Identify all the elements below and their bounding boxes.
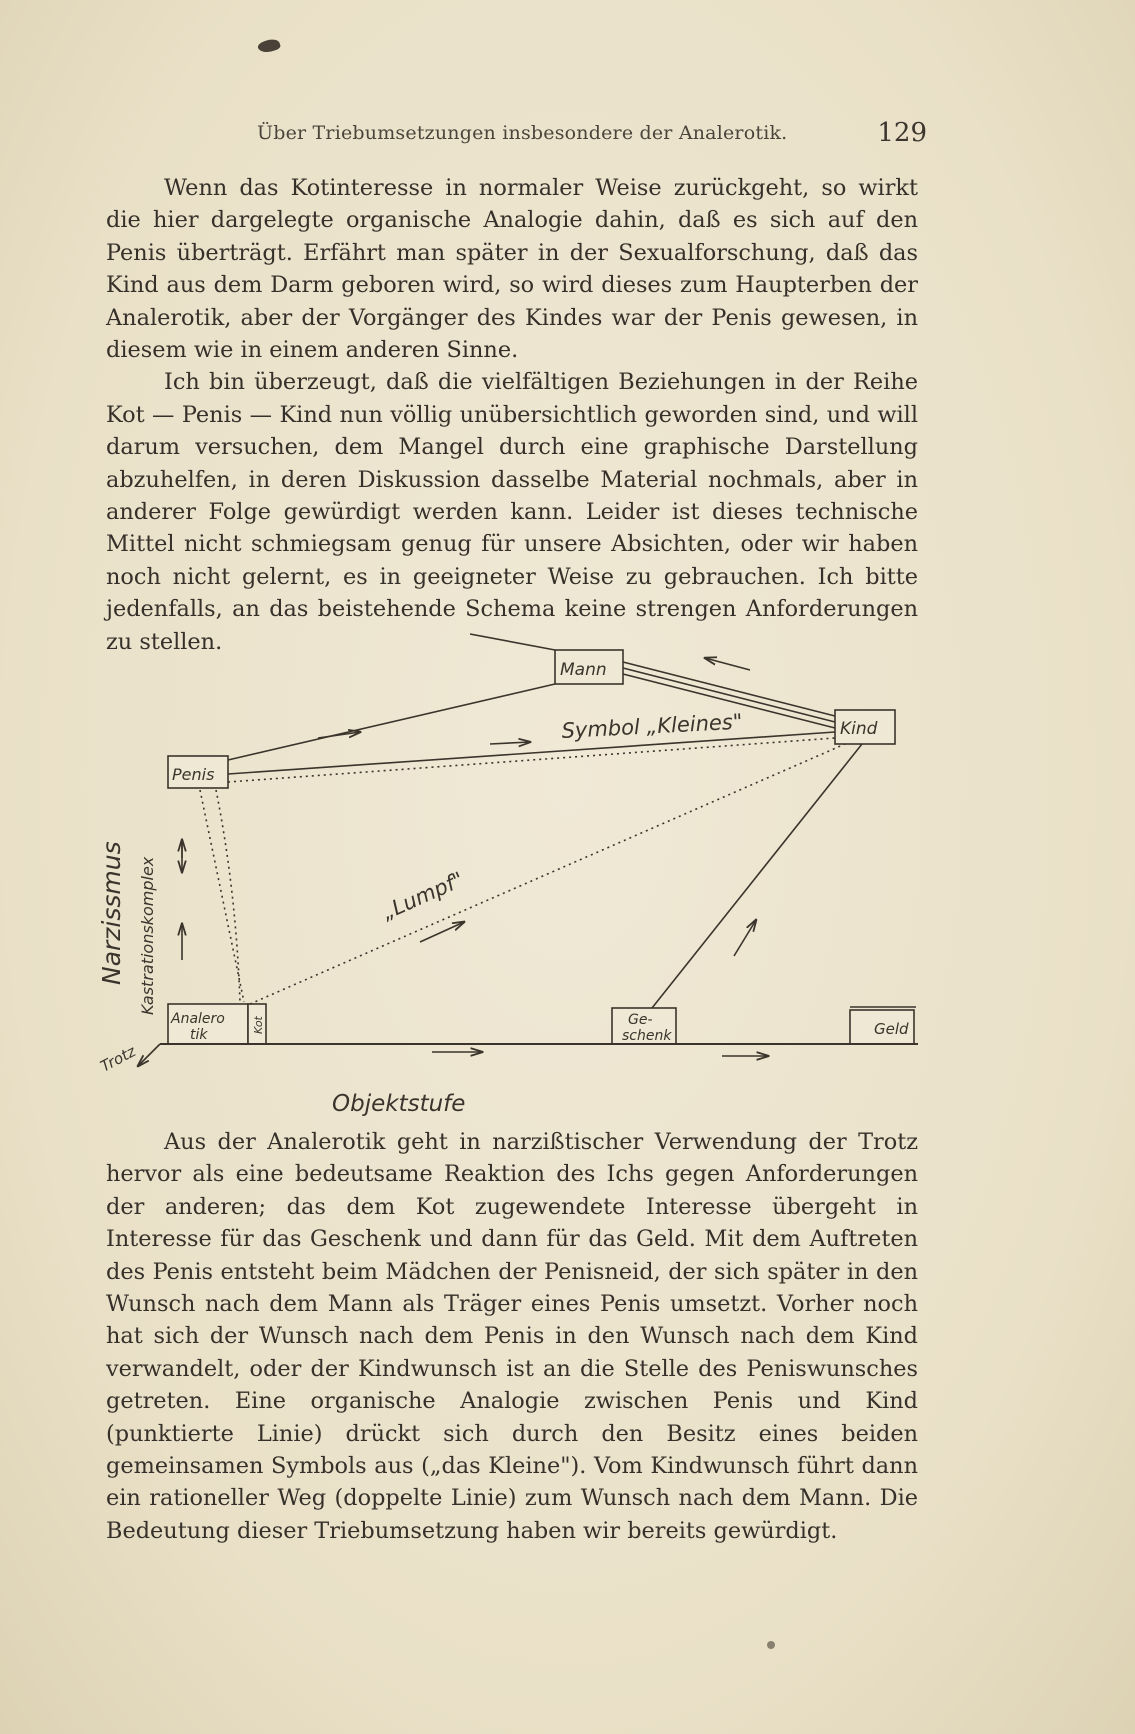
analerotik-kind-dotted-line bbox=[250, 744, 845, 1004]
paper-spot bbox=[767, 1641, 775, 1649]
label-lumpf: „Lumpf" bbox=[378, 867, 468, 925]
label-kot: Kot bbox=[252, 1016, 265, 1034]
label-analerotik-1: Analero bbox=[171, 1011, 225, 1027]
text-block-bottom bbox=[106, 1126, 918, 1547]
label-kind: Kind bbox=[840, 719, 878, 739]
arrow-penis-mann bbox=[318, 732, 360, 738]
arrow-kind-mann bbox=[705, 658, 750, 670]
label-symbol-kleines: Symbol „Kleines" bbox=[561, 709, 743, 743]
kind-geschenk-line bbox=[652, 744, 862, 1008]
label-penis: Penis bbox=[172, 765, 215, 784]
label-analerotik-2: tik bbox=[190, 1027, 208, 1043]
arrow-symbol bbox=[490, 742, 530, 744]
label-geschenk-1: Ge- bbox=[628, 1012, 653, 1028]
paragraph: Aus der Analerotik geht in narzißtischer Verwendung der Trotz hervor als eine bedeutsame Reaktion des Ichs gegen Anforderungen der anderen; das dem Kot zugewendete Interesse übergeht in Interesse für das Geschenk und dann für das Geld. Mit dem Auftreten des Penis entsteht beim Mädchen der Penisneid, der sich später in den Wunsch nach dem Mann als Träger eines Penis umsetzt. Vorher noch hat sich der Wunsch nach dem Penis in den Wunsch nach dem Kind verwandelt, oder der Kindwunsch ist an die Stelle des Peniswunsches getreten. Eine organische Analogie zwischen Penis und Kind (punktierte Linie) drückt sich durch den Besitz eines beiden gemeinsamen Symbols aus („das Kleine"). Vom Kindwunsch führt dann ein rationeller Weg (doppelte Linie) zum Wunsch nach dem Mann. Die Bedeutung dieser Triebumsetzung haben wir bereits gewürdigt. bbox=[106, 1129, 918, 1544]
label-kastrationskomplex: Kastrationskomplex bbox=[138, 856, 157, 1015]
running-head: Über Triebumsetzungen insbesondere der Analerotik. bbox=[257, 122, 788, 144]
paragraph: Wenn das Kotinteresse in normaler Weise zurückgeht, so wirkt die hier dargelegte organische Analogie dahin, daß es sich auf den Penis überträgt. Erfährt man später in der Sexualforschung, daß das Kind aus dem Darm geboren wird, so wird dieses zum Haupterben der Analerotik, aber der Vorgänger des Kindes war der Penis gewesen, in diesem wie in einem anderen Sinne. bbox=[106, 175, 918, 364]
arrow-geschenk-kind bbox=[734, 920, 756, 956]
arrow-lumpf bbox=[420, 922, 464, 942]
text-block-top bbox=[106, 172, 918, 658]
schema-svg bbox=[0, 620, 1135, 1120]
paragraph: Ich bin überzeugt, daß die vielfältigen Beziehungen in der Reihe Kot — Penis — Kind nun völlig unübersichtlich geworden sind, und will darum versuchen, dem Mangel durch eine graphische Darstellung abzuhelfen, in deren Diskussion dasselbe Material nochmals, aber in anderer Folge gewürdigt werden kann. Leider ist dieses technische Mittel nicht schmiegsam genug für unsere Absichten, oder wir haben noch nicht gelernt, es in geeigneter Weise zu gebrauchen. Ich bitte jedenfalls, an das beistehende Schema keine strengen Anforderungen zu stellen. bbox=[106, 369, 918, 655]
penis-mann-line bbox=[228, 684, 555, 760]
label-geld: Geld bbox=[874, 1020, 909, 1038]
ink-blot bbox=[257, 37, 282, 55]
schema-diagram bbox=[0, 620, 1135, 1120]
label-trotz: Trotz bbox=[97, 1042, 139, 1076]
arrow-trotz bbox=[138, 1044, 160, 1066]
penis-kot-dotted-line bbox=[200, 790, 244, 1002]
label-mann: Mann bbox=[560, 660, 607, 680]
penis-kot-dotted-curve bbox=[216, 790, 240, 1002]
label-objektstufe: Objektstufe bbox=[332, 1091, 466, 1117]
label-narzissmus: Narzissmus bbox=[97, 841, 126, 985]
page-header bbox=[257, 118, 927, 148]
mann-top-line bbox=[470, 634, 555, 650]
kind-mann-double-line-1 bbox=[623, 662, 835, 716]
page-number: 129 bbox=[877, 118, 927, 148]
label-geschenk-2: schenk bbox=[622, 1028, 672, 1044]
penis-kind-dotted-line bbox=[228, 738, 835, 782]
